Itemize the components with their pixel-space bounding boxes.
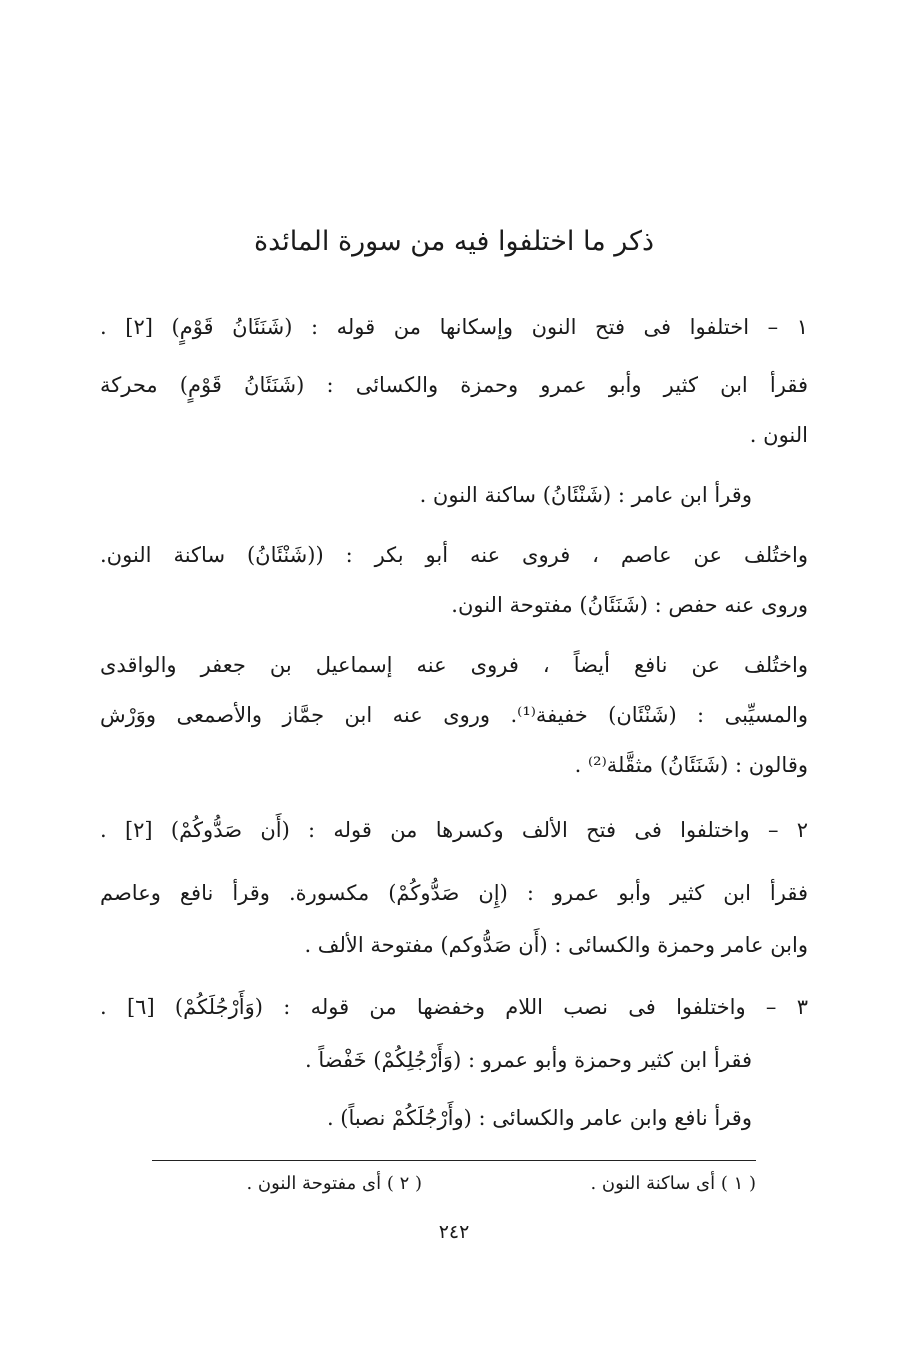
page-number: ٢٤٢	[438, 1221, 470, 1243]
footnote-1: ( ١ ) أى ساكنة النون .	[590, 1173, 756, 1194]
text-line: فقرأ ابن كثير وحمزة وأبو عمرو : (وَأَرْجُلِكُمْ) خَفْضاً .	[305, 1048, 752, 1072]
text-line: ٢ – واختلفوا فى فتح الألف وكسرها من قوله : (أَن صَدُّوكُمْ) [٢] .	[100, 818, 808, 842]
text-line: فقرأ ابن كثير وأبو عمرو : (إِن صَدُّوكُمْ) مكسورة. وقرأ نافع وعاصم	[100, 881, 808, 905]
chapter-title: ذكر ما اختلفوا فيه من سورة المائدة	[253, 226, 655, 257]
text-line: النون .	[749, 423, 808, 447]
text-line: واختُلف عن عاصم ، فروى عنه أبو بكر : ((شَنْئَانُ) ساكنة النون.	[100, 543, 808, 567]
text-line: والمسيِّبى : (شَنْئَان) خفيفة⁽¹⁾. وروى عنه ابن جمَّاز والأصمعى ووَرْش	[100, 703, 808, 727]
text-line: وابن عامر وحمزة والكسائى : (أَن صَدُّوكم) مفتوحة الألف .	[304, 933, 808, 957]
text-line: وقرأ نافع وابن عامر والكسائى : (وأَرْجُلَكُمْ نصباً) .	[326, 1106, 752, 1130]
text-line: وقرأ ابن عامر : (شَنْئَانُ) ساكنة النون .	[419, 483, 752, 507]
text-line: ٣ – واختلفوا فى نصب اللام وخفضها من قوله : (وَأَرْجُلَكُمْ) [٦] .	[100, 995, 808, 1019]
text-line: وقالون : (شَنَئَانُ) مثقَّلة⁽²⁾ .	[574, 753, 808, 777]
footnote-separator	[152, 1160, 756, 1161]
text-line: واختُلف عن نافع أيضاً ، فروى عنه إسماعيل بن جعفر والواقدى	[100, 653, 808, 677]
text-line: فقرأ ابن كثير وأبو عمرو وحمزة والكسائى : (شَنَئَانُ قَوْمٍ) محركة	[100, 373, 808, 397]
text-line: ١ – اختلفوا فى فتح النون وإسكانها من قوله : (شَنَئَانُ قَوْمٍ) [٢] .	[100, 315, 809, 339]
text-line: وروى عنه حفص : (شَنَئَانُ) مفتوحة النون.	[451, 593, 808, 617]
footnote-2: ( ٢ ) أى مفتوحة النون .	[246, 1173, 422, 1194]
